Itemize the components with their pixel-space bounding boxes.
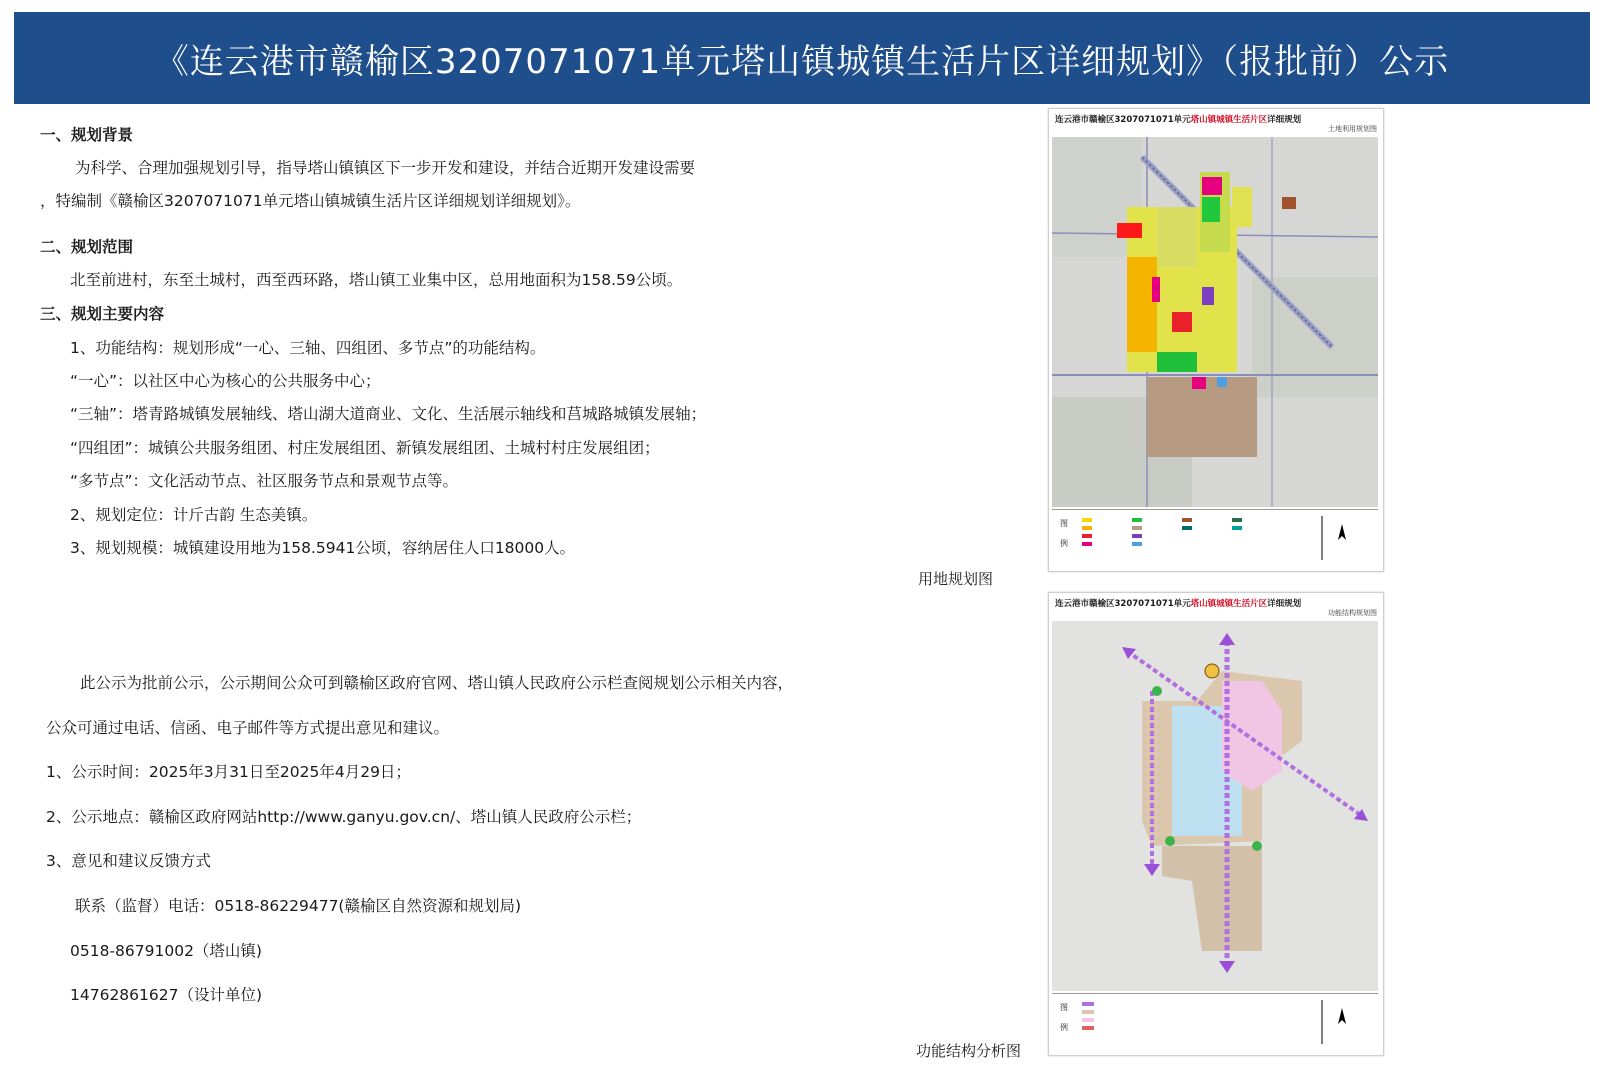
structure-map: [1052, 621, 1378, 991]
land-use-map-caption: 用地规划图: [918, 570, 994, 588]
section-heading-content: 三、规划主要内容: [40, 305, 165, 323]
notice-intro-line-1: 此公示为批前公示，公示期间公众可到赣榆区政府官网、塔山镇人民政府公示栏查阅规划公示相关内容，: [80, 674, 794, 692]
content-item: “四组团”：城镇公共服务组团、村庄发展组团、新镇发展组团、土城村村庄发展组团；: [70, 439, 660, 457]
background-line-2: ，特编制《赣榆区3207071071单元塔山镇城镇生活片区详细规划详细规划》。: [40, 192, 581, 210]
content-item: “三轴”：塔青路城镇发展轴线、塔山湖大道商业、文化、生活展示轴线和莒城路城镇发展轴；: [70, 405, 707, 423]
land-use-map: [1052, 137, 1378, 507]
contact-phone-3: 14762861627（设计单位): [70, 986, 263, 1004]
content-item: 1、功能结构：规划形成“一心、三轴、四组团、多节点”的功能结构。: [70, 339, 546, 357]
structure-map-subtitle: 功能结构规划图: [1328, 609, 1377, 617]
contact-phone-2: 0518-86791002（塔山镇): [70, 942, 262, 960]
feedback-heading: 3、意见和建议反馈方式: [46, 852, 211, 870]
structure-map-title: 连云港市赣榆区3207071071单元塔山镇城镇生活片区详细规划: [1055, 599, 1302, 609]
page-title: 《连云港市赣榆区3207071071单元塔山镇城镇生活片区详细规划》（报批前）公示: [154, 41, 1450, 82]
notice-place: 2、公示地点：赣榆区政府网站http://www.ganyu.gov.cn/、塔山镇人民政府公示栏；: [46, 808, 642, 826]
section-heading-background: 一、规划背景: [40, 126, 134, 144]
scope-text: 北至前进村，东至土城村，西至西环路，塔山镇工业集中区，总用地面积为158.59公顷。: [70, 271, 683, 289]
land-use-map-title: 连云港市赣榆区3207071071单元塔山镇城镇生活片区详细规划: [1055, 115, 1302, 125]
legend-swatches: [1052, 510, 1378, 566]
background-line-1: 为科学、合理加强规划引导，指导塔山镇镇区下一步开发和建设，并结合近期开发建设需要: [75, 159, 696, 177]
structure-map-panel: [1048, 592, 1384, 1056]
notice-time: 1、公示时间：2025年3月31日至2025年4月29日；: [46, 763, 411, 781]
section-heading-scope: 二、规划范围: [40, 238, 134, 256]
content-item: 3、规划规模：城镇建设用地为158.5941公顷，容纳居住人口18000人。: [70, 539, 576, 557]
page-title-banner: [14, 12, 1590, 104]
content-item: “多节点”：文化活动节点、社区服务节点和景观节点等。: [70, 472, 459, 490]
content-item: 2、规划定位：计斤古韵 生态美镇。: [70, 506, 318, 524]
notice-intro-line-2: 公众可通过电话、信函、电子邮件等方式提出意见和建议。: [46, 719, 450, 737]
structure-map-caption: 功能结构分析图: [916, 1042, 1022, 1060]
content-item: “一心”：以社区中心为核心的公共服务中心；: [70, 372, 381, 390]
structure-legend: 图 例: [1052, 993, 1378, 1050]
land-use-legend: 图 例: [1052, 509, 1378, 566]
land-use-map-graphic: [1052, 137, 1378, 507]
land-use-map-panel: [1048, 108, 1384, 572]
land-use-map-subtitle: 土地利用规划图: [1328, 125, 1377, 133]
structure-map-graphic: [1052, 621, 1378, 991]
structure-legend-swatches: [1052, 994, 1378, 1050]
contact-phone-1: 联系（监督）电话：0518-86229477(赣榆区自然资源和规划局): [75, 897, 522, 915]
